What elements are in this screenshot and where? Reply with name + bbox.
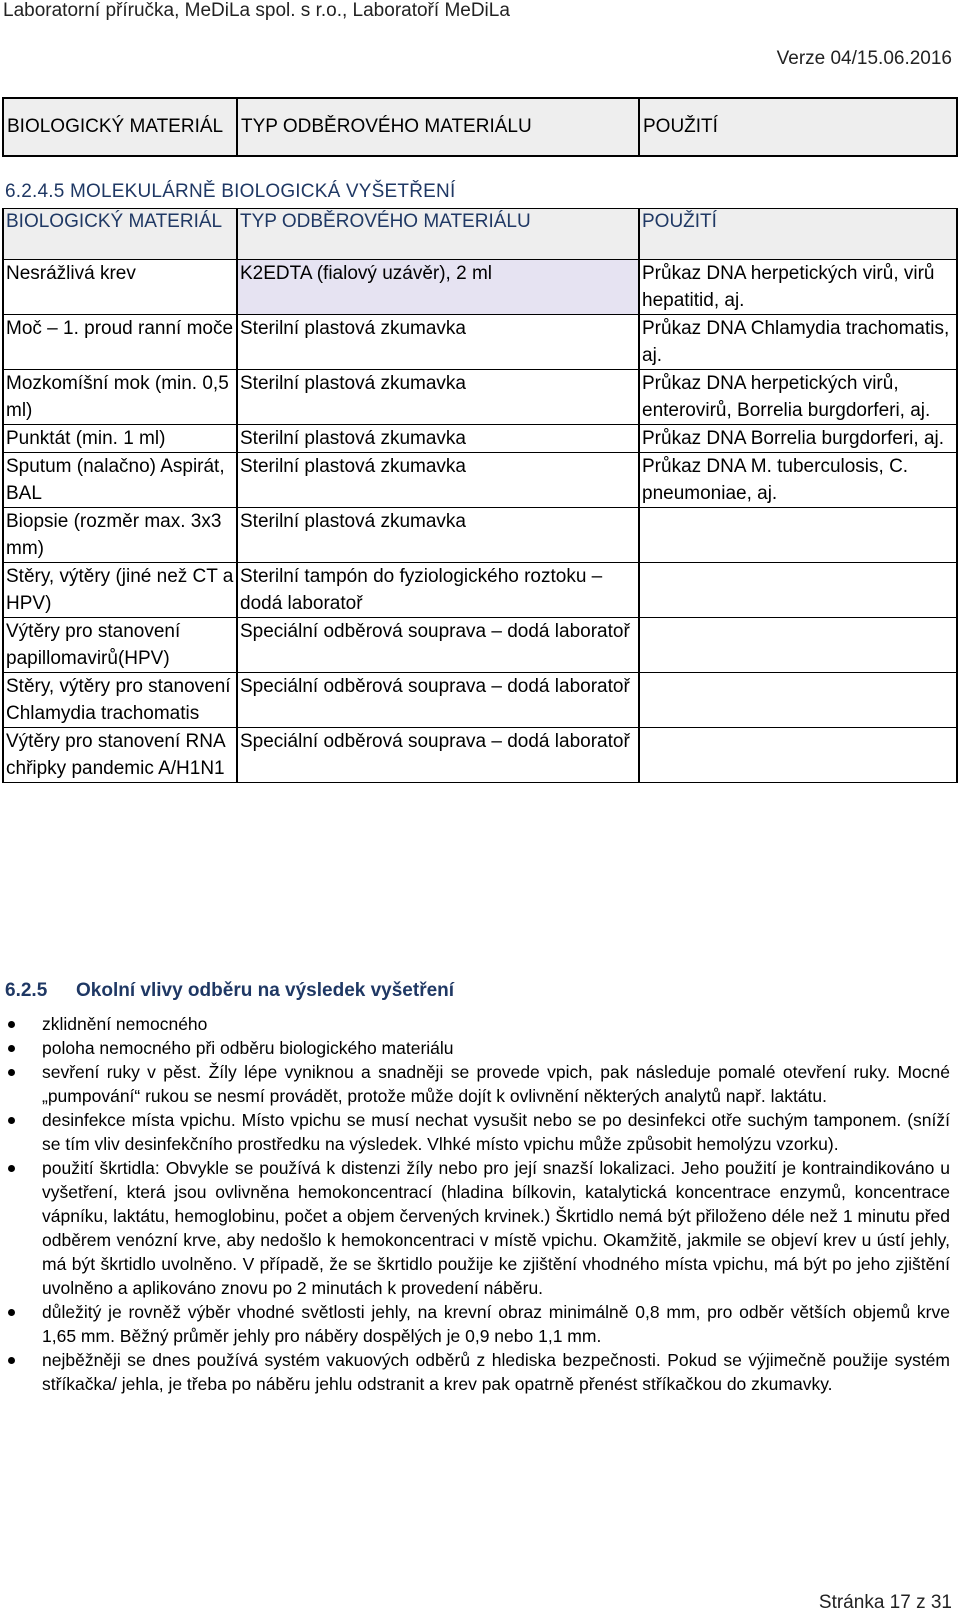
list-item-text: desinfekce místa vpichu. Místo vpichu se musí nechat vysušit nebo se po desinfekci otře suchým tamponem. (sníží se tím vliv desinfekčního prostředku na výsledek. Vlhké místo vpichu může způsobit hemolýzu vzorku). <box>42 1110 950 1154</box>
cell-type: Sterilní plastová zkumavka <box>237 453 639 508</box>
cell-type: Sterilní plastová zkumavka <box>237 315 639 370</box>
table-row <box>3 425 957 453</box>
cell-material: Výtěry pro stanovení RNA chřipky pandemic A/H1N1 <box>3 728 237 783</box>
list-item-text: zklidnění nemocného <box>42 1014 208 1034</box>
bullet-icon <box>8 1069 15 1076</box>
table-row <box>3 370 957 425</box>
cell-material: Výtěry pro stanovení papillomavirů(HPV) <box>3 618 237 673</box>
cell-use: Průkaz DNA herpetických virů, enterovirů, Borrelia burgdorferi, aj. <box>639 370 957 425</box>
list-item-text: důležitý je rovněž výběr vhodné světlosti jehly, na krevní obraz minimálně 0,8 mm, pro odběr větších objemů krve 1,65 mm. Běžný průměr jehly pro náběry dospělých je 0,9 nebo 1,1 mm. <box>42 1302 950 1346</box>
table-row <box>3 315 957 370</box>
cell-type: K2EDTA (fialový uzávěr), 2 ml <box>237 260 639 315</box>
list-item <box>0 1060 950 1108</box>
bullet-icon <box>8 1165 15 1172</box>
list-item-text: použití škrtidla: Obvykle se používá k distenzi žíly nebo pro její snazší lokalizaci. Jeho použití je kontraindikováno u vyšetření, která jsou ovlivněna hemokoncentrací (hladina bílkovin, katalytická koncentrace enzymů, koncentrace vápníku, laktátu, hemoglobinu, počet a objem červených krvinek.) Škrtidlo nemá být přiloženo déle než 1 minutu před odběrem venózní krve, aby nedošlo k hemokoncentraci v místě vpichu. Okamžitě, jakmile se objeví krev u ústí jehly, má být škrtidlo uvolněno. V případě, že se škrtidlo použije ke zjištění vhodného místa vpichu, má být po jeho zjištění uvolněno a aplikováno znovu po 2 minutách k provedení náběru. <box>42 1158 950 1298</box>
bullet-icon <box>8 1021 15 1028</box>
cell-use <box>639 673 957 728</box>
molecular-table <box>2 208 958 783</box>
cell-use <box>639 728 957 783</box>
cell-type: Sterilní plastová zkumavka <box>237 425 639 453</box>
table-row <box>3 563 957 618</box>
col-header-material: BIOLOGICKÝ MATERIÁL <box>3 98 237 156</box>
cell-material: Punktát (min. 1 ml) <box>3 425 237 453</box>
list-item <box>0 1108 950 1156</box>
col-header-use: POUŽITÍ <box>639 98 957 156</box>
subsection-heading <box>5 980 454 1002</box>
document-version: Verze 04/15.06.2016 <box>776 48 952 69</box>
table-row <box>3 673 957 728</box>
cell-type: Sterilní tampón do fyziologického roztoku – dodá laboratoř <box>237 563 639 618</box>
cell-type: Speciální odběrová souprava – dodá laboratoř <box>237 618 639 673</box>
cell-use <box>639 508 957 563</box>
cell-use: Průkaz DNA Borrelia burgdorferi, aj. <box>639 425 957 453</box>
list-item <box>0 1300 950 1348</box>
cell-type: Speciální odběrová souprava – dodá laboratoř <box>237 673 639 728</box>
table-row <box>3 260 957 315</box>
cell-use: Průkaz DNA Chlamydia trachomatis, aj. <box>639 315 957 370</box>
cell-material: Nesrážlivá krev <box>3 260 237 315</box>
cell-type: Sterilní plastová zkumavka <box>237 508 639 563</box>
subsection-title: Okolní vlivy odběru na výsledek vyšetření <box>76 980 455 1001</box>
table-header-material: BIOLOGICKÝ MATERIÁL <box>3 209 237 260</box>
table-row <box>3 728 957 783</box>
table-row <box>3 508 957 563</box>
bullet-icon <box>8 1117 15 1124</box>
bullet-icon <box>8 1045 15 1052</box>
cell-material: Sputum (nalačno) Aspirát, BAL <box>3 453 237 508</box>
cell-material: Mozkomíšní mok (min. 0,5 ml) <box>3 370 237 425</box>
section-title: 6.2.4.5 MOLEKULÁRNĚ BIOLOGICKÁ VYŠETŘENÍ <box>5 181 456 202</box>
cell-use: Průkaz DNA herpetických virů, virů hepatitid, aj. <box>639 260 957 315</box>
col-header-type: TYP ODBĚROVÉHO MATERIÁLU <box>237 98 639 156</box>
subsection-number: 6.2.5 <box>5 980 48 1001</box>
list-item <box>0 1348 950 1396</box>
table-row <box>3 453 957 508</box>
previous-table-header <box>2 97 958 157</box>
cell-material: Stěry, výtěry (jiné než CT a HPV) <box>3 563 237 618</box>
cell-use <box>639 563 957 618</box>
list-item-text: poloha nemocného při odběru biologického materiálu <box>42 1038 454 1058</box>
cell-material: Biopsie (rozměr max. 3x3 mm) <box>3 508 237 563</box>
cell-use: Průkaz DNA M. tuberculosis, C. pneumoniae, aj. <box>639 453 957 508</box>
list-item <box>0 1012 950 1036</box>
table-row <box>3 618 957 673</box>
cell-material: Stěry, výtěry pro stanovení Chlamydia trachomatis <box>3 673 237 728</box>
cell-type: Speciální odběrová souprava – dodá laboratoř <box>237 728 639 783</box>
cell-type: Sterilní plastová zkumavka <box>237 370 639 425</box>
list-item <box>0 1156 950 1300</box>
bullet-icon <box>8 1309 15 1316</box>
influence-list <box>0 1012 950 1396</box>
list-item-text: sevření ruky v pěst. Žíly lépe vyniknou a snadněji se provede vpich, pak následuje pomalé otevření ruky. Mocné „pumpování“ rukou se nesmí provádět, protože může dojít k ovlivnění některých analytů např. laktátu. <box>42 1062 950 1106</box>
list-item-text: nejběžněji se dnes používá systém vakuových odběrů z hlediska bezpečnosti. Pokud se výjimečně použije systém stříkačka/ jehla, je třeba po náběru jehlu odstranit a krev pak opatrně přenést stříkačkou do zkumavky. <box>42 1350 950 1394</box>
document-header-title: Laboratorní příručka, MeDiLa spol. s r.o., Laboratoří MeDiLa <box>3 0 510 21</box>
table-header-type: TYP ODBĚROVÉHO MATERIÁLU <box>237 209 639 260</box>
cell-material: Moč – 1. proud ranní moče <box>3 315 237 370</box>
table-header-use: POUŽITÍ <box>639 209 957 260</box>
list-item <box>0 1036 950 1060</box>
page-number: Stránka 17 z 31 <box>818 1592 952 1613</box>
bullet-icon <box>8 1357 15 1364</box>
cell-use <box>639 618 957 673</box>
